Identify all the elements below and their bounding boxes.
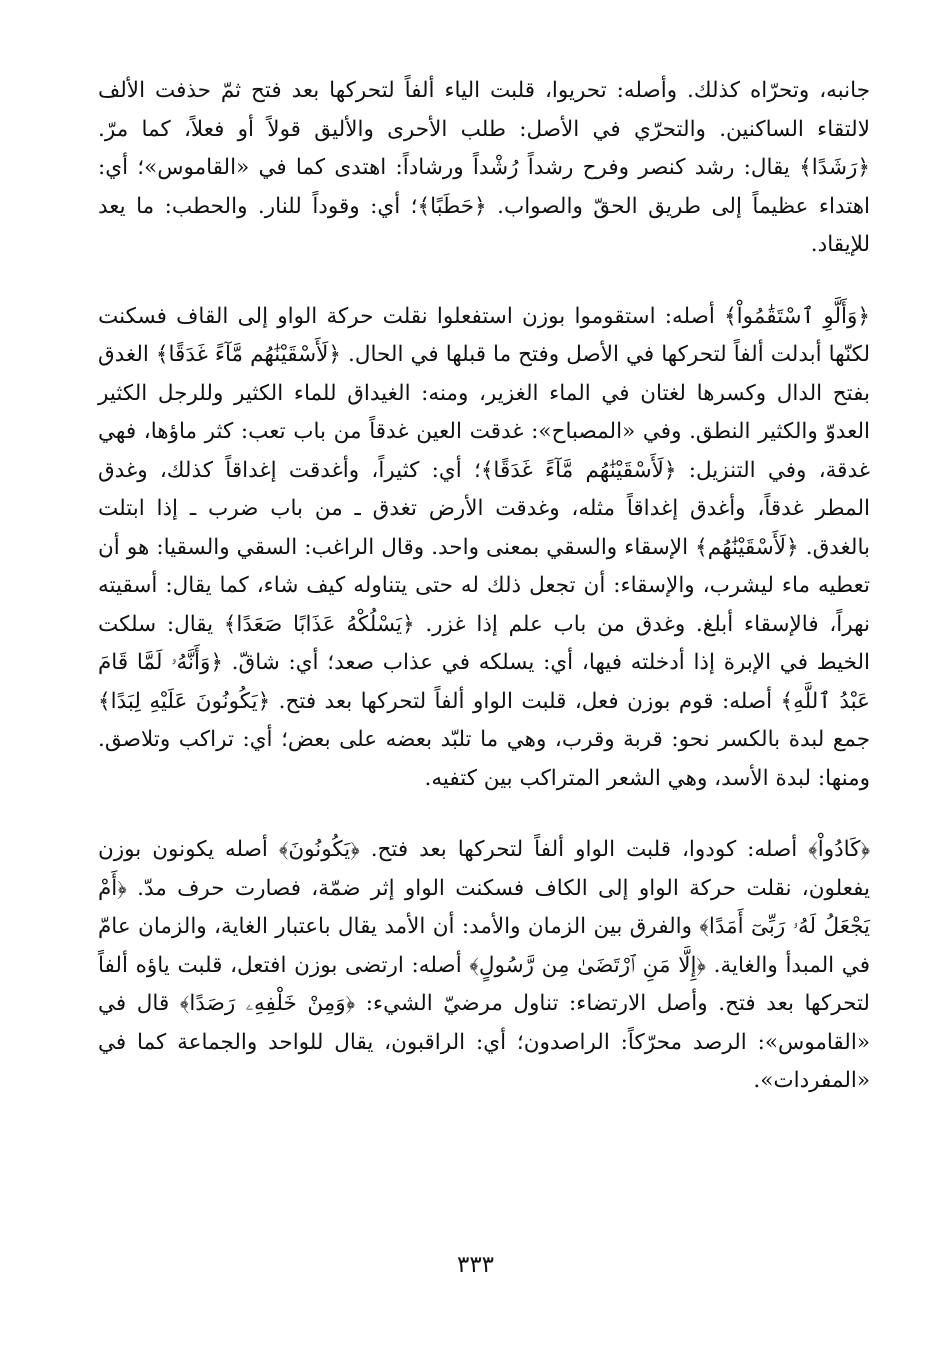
page-number: ٣٣٣	[456, 1252, 495, 1278]
paragraph-3: ﴿كَادُواْ﴾ أصله: كودوا، قلبت الواو ألفاً لتحركها بعد فتح. ﴿يَكُونُونَ﴾ أصله يكونون بوزن يفعلون، نقلت حركة الواو إلى الكاف فسكنت الواو إثر ضمّة، فصارت حرف مدّ. ﴿أَمْ يَجْعَلُ لَهُۥ رَبِّىٓ أَمَدًا﴾ والفرق بين الزمان والأمد: أن الأمد يقال باعتبار الغاية، والزمان عامّ في المبدأ والغاية. ﴿إِلَّا مَنِ ٱرْتَضَىٰ مِن رَّسُولٍ﴾ أصله: ارتضى بوزن افتعل، قلبت ياؤه ألفاً لتحركها بعد فتح. وأصل الارتضاء: تناول مرضيّ الشيء: ﴿وَمِنْ خَلْفِهِۦ رَصَدًا﴾ قال في «القاموس»: الرصد محرّكاً: الراصدون؛ أي: الراقبون، يقال للواحد والجماعة كما في «المفردات».	[98, 837, 870, 1093]
paragraph-1: جانبه، وتحرّاه كذلك. وأصله: تحريوا، قلبت الياء ألفاً لتحركها بعد فتح ثمّ حذفت الألف لالتقاء الساكنين. والتحرّي في الأصل: طلب الأحرى والأليق قولاً أو فعلاً، كما مرّ. ﴿رَشَدًا﴾ يقال: رشد كنصر وفرح رشداً رُشْداً ورشاداً: اهتدى كما في «القاموس»؛ أي: اهتداء عظيماً إلى طريق الحقّ والصواب. ﴿حَطَبًا﴾؛ أي: وقوداً للنار. والحطب: ما يعد للإيقاد.	[98, 78, 870, 257]
page-body	[98, 72, 870, 1101]
paragraph-2: ﴿وَأَلَّوِ ٱسْتَقَٰمُواْ﴾ أصله: استقوموا بوزن استفعلوا نقلت حركة الواو إلى القاف فسكنت لكنّها أبدلت ألفاً لتحركها في الأصل وفتح ما قبلها في الحال. ﴿لَأَسْقَيْنَٰهُم مَّآءً غَدَقًا﴾ الغدق بفتح الدال وكسرها لغتان في الماء الغزير، ومنه: الغيداق للماء الكثير وللرجل الكثير العدوّ والكثير النطق. وفي «المصباح»: غدقت العين غدقاً من باب تعب: كثر ماؤها، فهي غدقة، وفي التنزيل: ﴿لَأَسْقَيْنَٰهُم مَّآءً غَدَقًا﴾؛ أي: كثيراً، وأغدقت إغداقاً كذلك، وغدق المطر غدقاً، وأغدق إغداقاً مثله، وغدقت الأرض تغدق ـ من باب ضرب ـ إذا ابتلت بالغدق. ﴿لَأَسْقَيْنَٰهُم﴾ الإسقاء والسقي بمعنى واحد. وقال الراغب: السقي والسقيا: هو أن تعطيه ماء ليشرب، والإسقاء: أن تجعل ذلك له حتى يتناوله كيف شاء، كما يقال: أسقيته نهراً، فالإسقاء أبلغ. وغدق من باب علم إذا غزر. ﴿يَسْلُكْهُ عَذَابًا صَعَدًا﴾ يقال: سلكت الخيط في الإبرة إذا أدخلته فيها، أي: يسلكه في عذاب صعد؛ أي: شاقّ. ﴿وَأَنَّهُۥ لَمَّا قَامَ عَبْدُ ٱللَّهِ﴾ أصله: قوم بوزن فعل، قلبت الواو ألفاً لتحركها بعد فتح. ﴿يَكُونُونَ عَلَيْهِ لِبَدًا﴾ جمع لبدة بالكسر نحو: قربة وقرب، وهي ما تلبّد بعضه على بعض؛ أي: تراكب وتلاصق. ومنها: لبدة الأسد، وهي الشعر المتراكب بين كتفيه.	[98, 303, 870, 791]
